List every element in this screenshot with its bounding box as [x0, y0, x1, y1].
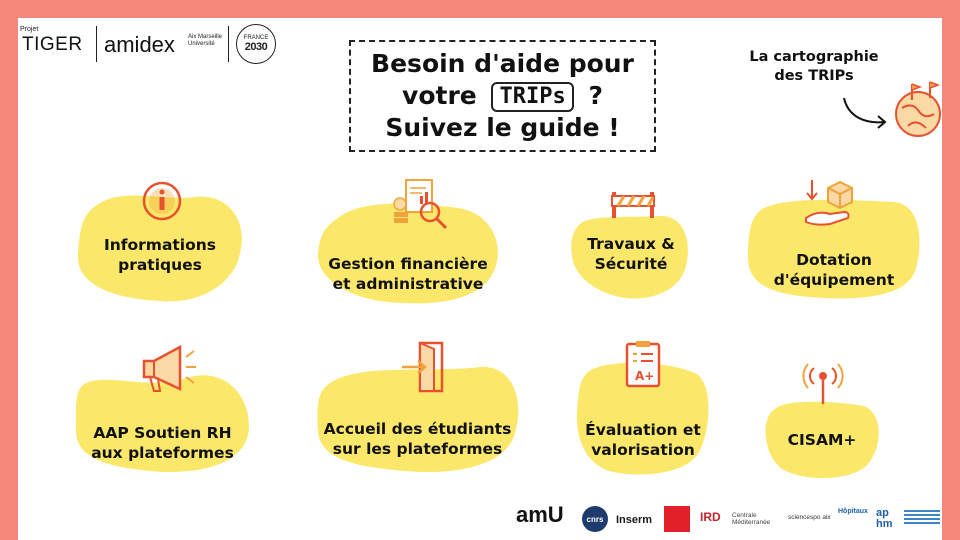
- card-label-line-2: sur les plateformes: [332, 440, 503, 458]
- card-gestion-financiere[interactable]: [308, 178, 528, 328]
- projet-label: Projet: [20, 26, 39, 33]
- card-label-line-1: Dotation: [796, 251, 872, 269]
- card-label-line-1: CISAM+: [787, 431, 857, 449]
- card-label: [744, 250, 924, 290]
- card-label-line-2: d'équipement: [773, 271, 895, 289]
- barrier-icon: [610, 188, 656, 220]
- card-informations-pratiques[interactable]: [70, 183, 290, 333]
- title-votre: votre: [402, 81, 477, 110]
- sciencespo-logo: sciencespo aix: [788, 514, 831, 521]
- card-accueil-etudiants[interactable]: [310, 343, 530, 493]
- title-line-2: [351, 80, 654, 112]
- card-label: [310, 419, 525, 459]
- card-label: [566, 234, 696, 274]
- logo-divider-2: [228, 26, 229, 62]
- card-label-line-1: Travaux &: [587, 235, 675, 253]
- slide-canvas: [18, 18, 942, 540]
- hopitaux-logo: Hôpitaux: [838, 508, 868, 515]
- carto-line-2: des TRIPs: [774, 68, 854, 84]
- card-label-line-2: Sécurité: [594, 255, 668, 273]
- card-label-line-1: Évaluation et: [585, 421, 701, 439]
- amidex-logo: amidex: [104, 32, 175, 57]
- info-icon: [140, 179, 184, 223]
- tiger-logo: TIGER: [22, 34, 83, 55]
- title-line-1: Besoin d'aide pour: [371, 49, 634, 78]
- door-enter-icon: [400, 341, 446, 393]
- stripes-logo: [904, 510, 940, 528]
- inserm-logo: Inserm: [616, 514, 653, 526]
- carto-arrow-globe-icon[interactable]: [838, 78, 942, 140]
- title-question: ?: [588, 81, 603, 110]
- card-label: [70, 235, 250, 275]
- card-label-line-2: et administrative: [332, 275, 484, 293]
- svg-text:A+: A+: [635, 369, 655, 383]
- card-label: [573, 420, 713, 460]
- aphm-logo: ap hm: [876, 507, 893, 530]
- france-year: 2030: [244, 41, 268, 53]
- centrale-logo: Centrale Méditerranée: [732, 512, 771, 526]
- card-label: [308, 254, 508, 294]
- card-label-line-1: Gestion financière: [328, 255, 488, 273]
- card-label: [762, 430, 882, 450]
- card-label-line-1: Accueil des étudiants: [323, 420, 512, 438]
- card-label-line-1: Informations: [103, 236, 217, 254]
- card-dotation-equipement[interactable]: [744, 178, 942, 328]
- card-label-line-2: valorisation: [591, 441, 695, 459]
- title-box: [349, 40, 656, 152]
- card-cisam[interactable]: [762, 358, 942, 508]
- amu-small-label: Aix Marseille Université: [188, 34, 223, 47]
- card-aap-soutien-rh[interactable]: [70, 343, 290, 493]
- card-label-line-2: pratiques: [118, 256, 202, 274]
- cnrs-logo: cnrs: [582, 506, 608, 532]
- card-evaluation-valorisation[interactable]: [573, 340, 793, 490]
- france-label: FRANCE: [243, 35, 269, 41]
- ird-logo: IRD: [700, 510, 721, 524]
- trips-badge: TRIPs: [491, 82, 573, 112]
- france-2030-seal: [236, 24, 276, 64]
- megaphone-icon: [136, 337, 198, 395]
- finance-document-search-icon: [392, 178, 452, 232]
- card-label-line-2: aux plateformes: [91, 444, 234, 462]
- antenna-signal-icon: [796, 358, 850, 406]
- logo-divider: [96, 26, 97, 62]
- box-hand-icon: [800, 178, 856, 228]
- card-label-line-1: AAP Soutien RH: [93, 424, 232, 442]
- amu-logo: amU: [516, 502, 564, 527]
- carto-line-1: La cartographie: [749, 49, 879, 65]
- card-label: [70, 423, 255, 463]
- title-line-3: Suivez le guide !: [385, 113, 620, 142]
- red-square-logo: [664, 506, 690, 532]
- clipboard-grade-icon: [623, 340, 663, 390]
